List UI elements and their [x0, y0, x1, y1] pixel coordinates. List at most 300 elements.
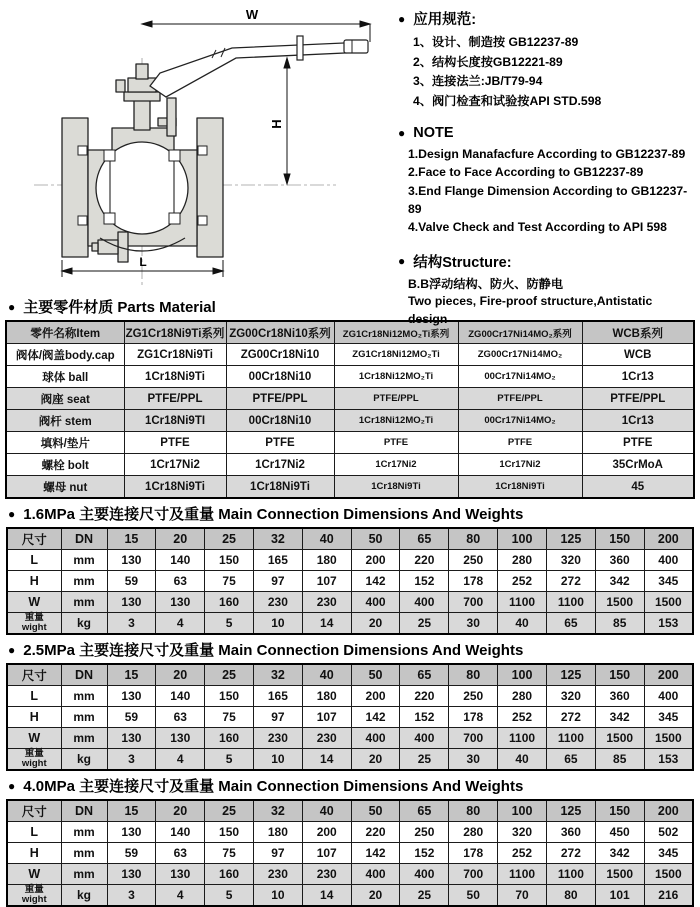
table-cell: DN [61, 664, 107, 686]
table-cell: 107 [302, 571, 351, 592]
table-cell: mm [61, 592, 107, 613]
table-cell: H [7, 571, 61, 592]
table-cell: 160 [205, 728, 254, 749]
note-item: 3.End Flange Dimension According to GB12237-89 [408, 183, 688, 216]
table-cell: W [7, 864, 61, 885]
table-cell: PTFE [226, 432, 334, 454]
parts-material-table [5, 320, 695, 499]
table-cell: 152 [400, 571, 449, 592]
table-cell: 150 [205, 686, 254, 707]
dim-header-row [7, 664, 693, 686]
table-cell: PTFE/PPL [334, 388, 458, 410]
table-cell: 342 [595, 843, 644, 864]
table-cell: 125 [546, 800, 595, 822]
table-cell: 250 [400, 822, 449, 843]
table-cell: 400 [400, 864, 449, 885]
table-cell: 3 [107, 613, 156, 635]
parts-row [6, 388, 694, 410]
table-cell: 502 [644, 822, 693, 843]
table-cell: ZG1Cr18Ni12MO₂Ti [334, 344, 458, 366]
table-cell: H [7, 843, 61, 864]
table-cell: 130 [156, 728, 205, 749]
table-cell: 填料/垫片 [6, 432, 124, 454]
spec-item: 1、设计、制造按 GB12237-89 [413, 35, 579, 49]
table-cell: 25 [400, 613, 449, 635]
table-cell: 150 [205, 550, 254, 571]
table-cell: 152 [400, 843, 449, 864]
table-cell: 75 [205, 571, 254, 592]
table-cell: 20 [156, 664, 205, 686]
table-cell: 140 [156, 550, 205, 571]
table-cell: 360 [595, 686, 644, 707]
table-cell: 400 [351, 864, 400, 885]
table-cell: 700 [449, 592, 498, 613]
table-cell: 280 [498, 686, 547, 707]
table-cell: 1Cr18Ni9Ti [334, 476, 458, 499]
table-cell: 70 [498, 885, 547, 907]
table-cell: 220 [400, 550, 449, 571]
table-cell: 200 [644, 528, 693, 550]
table-cell: 100 [498, 664, 547, 686]
valve-drawing-pane [0, 0, 398, 292]
application-spec-title-text: 应用规范: [413, 12, 477, 28]
table-cell: 130 [107, 864, 156, 885]
table-cell: mm [61, 822, 107, 843]
table-cell: kg [61, 749, 107, 771]
table-cell: 150 [595, 800, 644, 822]
table-cell: kg [61, 613, 107, 635]
table-cell: 25 [205, 664, 254, 686]
dim-row [7, 571, 693, 592]
table-cell: 107 [302, 843, 351, 864]
table-cell: 230 [253, 864, 302, 885]
dim-row [7, 592, 693, 613]
table-cell: 153 [644, 749, 693, 771]
table-cell: 252 [498, 707, 547, 728]
table-cell: 1Cr18Ni9Ti [226, 476, 334, 499]
table-cell: 尺寸 [7, 664, 61, 686]
table-cell: 200 [351, 550, 400, 571]
table-cell: 32 [253, 800, 302, 822]
ball-valve-drawing [0, 0, 398, 292]
table-cell: 85 [595, 613, 644, 635]
table-cell: 10 [253, 749, 302, 771]
table-cell: 1500 [644, 728, 693, 749]
table-cell: 零件名称Item [6, 321, 124, 344]
table-cell: ZG1Cr18Ni9Ti [124, 344, 226, 366]
table-cell: 00Cr18Ni10 [226, 366, 334, 388]
table-cell: 125 [546, 528, 595, 550]
bullet-icon: ● [398, 126, 406, 141]
bullet-icon: ● [8, 778, 16, 793]
table-cell: 75 [205, 707, 254, 728]
table-cell: 230 [253, 728, 302, 749]
table-cell: 45 [582, 476, 694, 499]
table-cell: 150 [595, 664, 644, 686]
bullet-icon: ● [8, 642, 16, 657]
application-spec-block [398, 8, 692, 111]
table-cell: 5 [205, 885, 254, 907]
table-cell: 1100 [546, 728, 595, 749]
table-cell: 阀体/阀盖body.cap [6, 344, 124, 366]
table-cell: 153 [644, 613, 693, 635]
table-cell: 180 [302, 550, 351, 571]
table-cell: 280 [498, 550, 547, 571]
table-cell: 螺栓 bolt [6, 454, 124, 476]
flange-left [62, 118, 88, 257]
table-cell: 20 [156, 528, 205, 550]
table-cell: 320 [498, 822, 547, 843]
table-cell: 14 [302, 885, 351, 907]
table-cell: ZG00Cr18Ni10 [226, 344, 334, 366]
table-title-4-0mpa [8, 775, 700, 796]
table-cell: 10 [253, 885, 302, 907]
lever-handle [150, 42, 366, 97]
parts-row [6, 476, 694, 499]
dim-row [7, 749, 693, 771]
note-item: 4.Valve Check and Test According to API 598 [408, 220, 667, 235]
drain-bolt-tip [92, 243, 98, 251]
table-cell: 272 [546, 707, 595, 728]
table-cell: 97 [253, 571, 302, 592]
table-cell: mm [61, 686, 107, 707]
structure-lines [398, 276, 692, 329]
table-cell: 阀杆 stem [6, 410, 124, 432]
table-cell: 1Cr18Ni9Ti [124, 366, 226, 388]
table-cell: 345 [644, 571, 693, 592]
table-cell: 40 [302, 800, 351, 822]
table-cell: 50 [351, 528, 400, 550]
table-cell: 700 [449, 864, 498, 885]
table-cell: 107 [302, 707, 351, 728]
table-cell: 65 [546, 613, 595, 635]
table-cell: WCB [582, 344, 694, 366]
note-item: 1.Design Manafacfure According to GB12237-89 [408, 147, 686, 162]
table-cell: 59 [107, 571, 156, 592]
table-cell: 400 [644, 550, 693, 571]
table-cell: 40 [498, 749, 547, 771]
table-cell: 1500 [595, 728, 644, 749]
table-cell: 尺寸 [7, 528, 61, 550]
parts-material-title-text: 主要零件材质 Parts Material [23, 299, 216, 316]
table-cell: 32 [253, 664, 302, 686]
table-cell: 14 [302, 613, 351, 635]
table-cell: 1Cr18Ni12MO₂Ti [334, 410, 458, 432]
table-cell: 15 [107, 664, 156, 686]
table-cell: PTFE/PPL [458, 388, 582, 410]
table-cell: DN [61, 528, 107, 550]
table-cell: 1Cr13 [582, 366, 694, 388]
table-cell: 130 [107, 728, 156, 749]
spec-item: 2、结构长度按GB12221-89 [413, 54, 563, 69]
table-title-2-5mpa-text: 2.5MPa 主要连接尺寸及重量 Main Connection Dimensions And Weights [23, 642, 524, 659]
table-cell: 220 [400, 686, 449, 707]
table-cell: ZG00Cr17Ni14MO₂ [458, 344, 582, 366]
table-cell: 25 [205, 528, 254, 550]
gland-bolt-left [116, 80, 125, 92]
note-item: 2.Face to Face According to GB12237-89 [408, 165, 644, 180]
table-cell: 20 [351, 885, 400, 907]
table-cell: 165 [253, 550, 302, 571]
table-cell: 75 [205, 843, 254, 864]
table-cell: 65 [546, 749, 595, 771]
table-cell: 85 [595, 749, 644, 771]
dim-table-4-0mpa [6, 799, 694, 907]
dim-row [7, 822, 693, 843]
table-cell: 14 [302, 749, 351, 771]
table-cell: 59 [107, 707, 156, 728]
table-cell: 125 [546, 664, 595, 686]
handle-grip [344, 40, 368, 53]
table-cell: PTFE [334, 432, 458, 454]
stop-pin [167, 98, 176, 136]
table-cell: 180 [302, 686, 351, 707]
dim-table-1-6mpa [6, 527, 694, 635]
dim-row [7, 550, 693, 571]
table-cell: L [7, 550, 61, 571]
table-cell: 65 [400, 528, 449, 550]
dim-row [7, 864, 693, 885]
dim-header-row [7, 800, 693, 822]
dim-row [7, 843, 693, 864]
table-cell: DN [61, 800, 107, 822]
table-cell: 220 [351, 822, 400, 843]
table-cell: 50 [351, 800, 400, 822]
note-items [398, 145, 692, 236]
table-cell: 20 [156, 800, 205, 822]
table-cell: 40 [302, 528, 351, 550]
table-cell: 400 [400, 592, 449, 613]
table-cell: W [7, 728, 61, 749]
table-cell: 1100 [498, 864, 547, 885]
table-cell: 345 [644, 707, 693, 728]
table-cell: 400 [351, 592, 400, 613]
table-cell: mm [61, 707, 107, 728]
table-title-4-0mpa-text: 4.0MPa 主要连接尺寸及重量 Main Connection Dimensions And Weights [23, 778, 524, 795]
table-cell: 230 [302, 728, 351, 749]
dim-header-row [7, 528, 693, 550]
table-cell: 1100 [498, 728, 547, 749]
table-cell: 178 [449, 843, 498, 864]
bullet-icon: ● [8, 299, 16, 314]
table-cell: PTFE [124, 432, 226, 454]
table-cell: 160 [205, 592, 254, 613]
table-cell: ZG00Cr17Ni14MO₂系列 [458, 321, 582, 344]
table-cell: 80 [449, 800, 498, 822]
table-cell: 3 [107, 749, 156, 771]
table-title-2-5mpa [8, 639, 700, 660]
table-cell: 00Cr17Ni14MO₂ [458, 410, 582, 432]
table-cell: 200 [644, 664, 693, 686]
table-cell: mm [61, 864, 107, 885]
parts-row [6, 410, 694, 432]
table-cell: 165 [253, 686, 302, 707]
bullet-icon: ● [398, 11, 406, 26]
table-cell: 65 [400, 664, 449, 686]
application-spec-title [398, 8, 692, 29]
table-cell: 178 [449, 571, 498, 592]
dim-l-label: L [139, 255, 147, 269]
dim-h-arrow-top [284, 58, 290, 68]
table-cell: PTFE [582, 432, 694, 454]
table-cell: 342 [595, 571, 644, 592]
table-cell: 140 [156, 686, 205, 707]
table-cell: 4 [156, 885, 205, 907]
table-cell: PTFE/PPL [124, 388, 226, 410]
table-cell: 1100 [498, 592, 547, 613]
dim-h-arrow-bottom [284, 174, 290, 184]
table-cell: 450 [595, 822, 644, 843]
table-cell: 5 [205, 613, 254, 635]
dim-row [7, 728, 693, 749]
table-cell: 320 [546, 686, 595, 707]
table-cell: 100 [498, 800, 547, 822]
structure-line: B.B浮动结构、防火、防静电 [408, 276, 564, 291]
table-cell: PTFE/PPL [582, 388, 694, 410]
table-cell: 130 [107, 592, 156, 613]
spec-item: 3、连接法兰:JB/T79-94 [413, 74, 543, 89]
table-cell: 1500 [644, 592, 693, 613]
gland-plate [124, 92, 160, 101]
seat-ring-br [169, 213, 180, 224]
table-cell: 1500 [595, 592, 644, 613]
parts-row [6, 366, 694, 388]
table-cell: 阀座 seat [6, 388, 124, 410]
table-cell: 130 [107, 550, 156, 571]
table-cell: 97 [253, 707, 302, 728]
seat-ring-tr [169, 150, 180, 161]
dim-table-2-5mpa [6, 663, 694, 771]
table-cell: 230 [302, 864, 351, 885]
table-cell: 180 [253, 822, 302, 843]
dim-row [7, 707, 693, 728]
table-cell: 1Cr18Ni9Ti [124, 476, 226, 499]
table-cell: 150 [205, 822, 254, 843]
dim-h-label: H [269, 119, 284, 129]
handle-crossbar [297, 36, 303, 60]
table-cell: 4 [156, 749, 205, 771]
table-cell: 280 [449, 822, 498, 843]
table-cell: 345 [644, 843, 693, 864]
table-cell: 1Cr18Ni12MO₂Ti [334, 366, 458, 388]
table-cell: 40 [302, 664, 351, 686]
table-cell: W [7, 592, 61, 613]
table-cell: 1Cr17Ni2 [334, 454, 458, 476]
table-cell: 400 [351, 728, 400, 749]
table-cell: 59 [107, 843, 156, 864]
table-cell: 230 [253, 592, 302, 613]
table-cell: PTFE/PPL [226, 388, 334, 410]
table-cell: 342 [595, 707, 644, 728]
table-cell: 178 [449, 707, 498, 728]
table-cell: 101 [595, 885, 644, 907]
table-cell: 30 [449, 613, 498, 635]
table-cell: kg [61, 885, 107, 907]
table-cell: 320 [546, 550, 595, 571]
structure-title-text: 结构Structure: [413, 254, 512, 271]
table-cell: 1100 [546, 592, 595, 613]
table-cell: 200 [302, 822, 351, 843]
table-cell: 30 [449, 749, 498, 771]
table-cell: 40 [498, 613, 547, 635]
seat-ring-tl [104, 150, 115, 161]
table-cell: 130 [156, 864, 205, 885]
table-cell: L [7, 686, 61, 707]
table-cell: 152 [400, 707, 449, 728]
table-cell: 142 [351, 843, 400, 864]
table-cell: 200 [644, 800, 693, 822]
stem-top [136, 64, 148, 79]
table-title-1-6mpa-text: 1.6MPa 主要连接尺寸及重量 Main Connection Dimensions And Weights [23, 506, 524, 523]
dim-row [7, 885, 693, 907]
table-title-1-6mpa [8, 503, 700, 524]
table-cell: 65 [400, 800, 449, 822]
table-cell: 15 [107, 800, 156, 822]
table-cell: 10 [253, 613, 302, 635]
flange-right [197, 118, 223, 257]
table-cell: 130 [107, 686, 156, 707]
table-cell: 63 [156, 843, 205, 864]
valve-stem [134, 100, 150, 130]
dim-l-arrow-left [62, 268, 72, 274]
table-cell: 142 [351, 571, 400, 592]
table-cell: 1Cr18Ni9Ti [458, 476, 582, 499]
table-cell: L [7, 822, 61, 843]
spec-item: 4、阀门检查和试验按API STD.598 [413, 93, 602, 108]
parts-row [6, 344, 694, 366]
table-cell: 252 [498, 843, 547, 864]
table-cell: 20 [351, 749, 400, 771]
application-spec-items [398, 33, 692, 111]
table-cell: 4 [156, 613, 205, 635]
table-cell: 32 [253, 528, 302, 550]
table-cell: 25 [400, 749, 449, 771]
parts-row [6, 454, 694, 476]
table-cell: 272 [546, 843, 595, 864]
bolt-hole-right-top [198, 146, 207, 155]
bolt-hole-left-top [78, 146, 87, 155]
table-cell: ZG00Cr18Ni10系列 [226, 321, 334, 344]
table-cell: 尺寸 [7, 800, 61, 822]
dim-w-arrow-left [142, 21, 152, 27]
note-block [398, 125, 692, 236]
note-title-text: NOTE [413, 125, 454, 142]
table-cell: 1500 [595, 864, 644, 885]
table-cell: 00Cr18Ni10 [226, 410, 334, 432]
table-cell: 140 [156, 822, 205, 843]
bolt-hole-right-bottom [198, 216, 207, 225]
table-cell: 螺母 nut [6, 476, 124, 499]
table-cell: 252 [498, 571, 547, 592]
table-cell: 130 [156, 592, 205, 613]
table-cell: 200 [351, 686, 400, 707]
table-cell: mm [61, 843, 107, 864]
table-cell: 35CrMoA [582, 454, 694, 476]
table-cell: PTFE [458, 432, 582, 454]
structure-title [398, 251, 692, 272]
table-cell: ZG1Cr18Ni12MO₂Ti系列 [334, 321, 458, 344]
seat-ring-bl [104, 213, 115, 224]
table-cell: 1Cr13 [582, 410, 694, 432]
dim-row [7, 613, 693, 635]
table-cell: 100 [498, 528, 547, 550]
table-cell: 25 [205, 800, 254, 822]
table-cell: 20 [351, 613, 400, 635]
table-cell: 700 [449, 728, 498, 749]
bolt-hole-left-bottom [78, 216, 87, 225]
table-cell: mm [61, 571, 107, 592]
table-cell: 230 [302, 592, 351, 613]
